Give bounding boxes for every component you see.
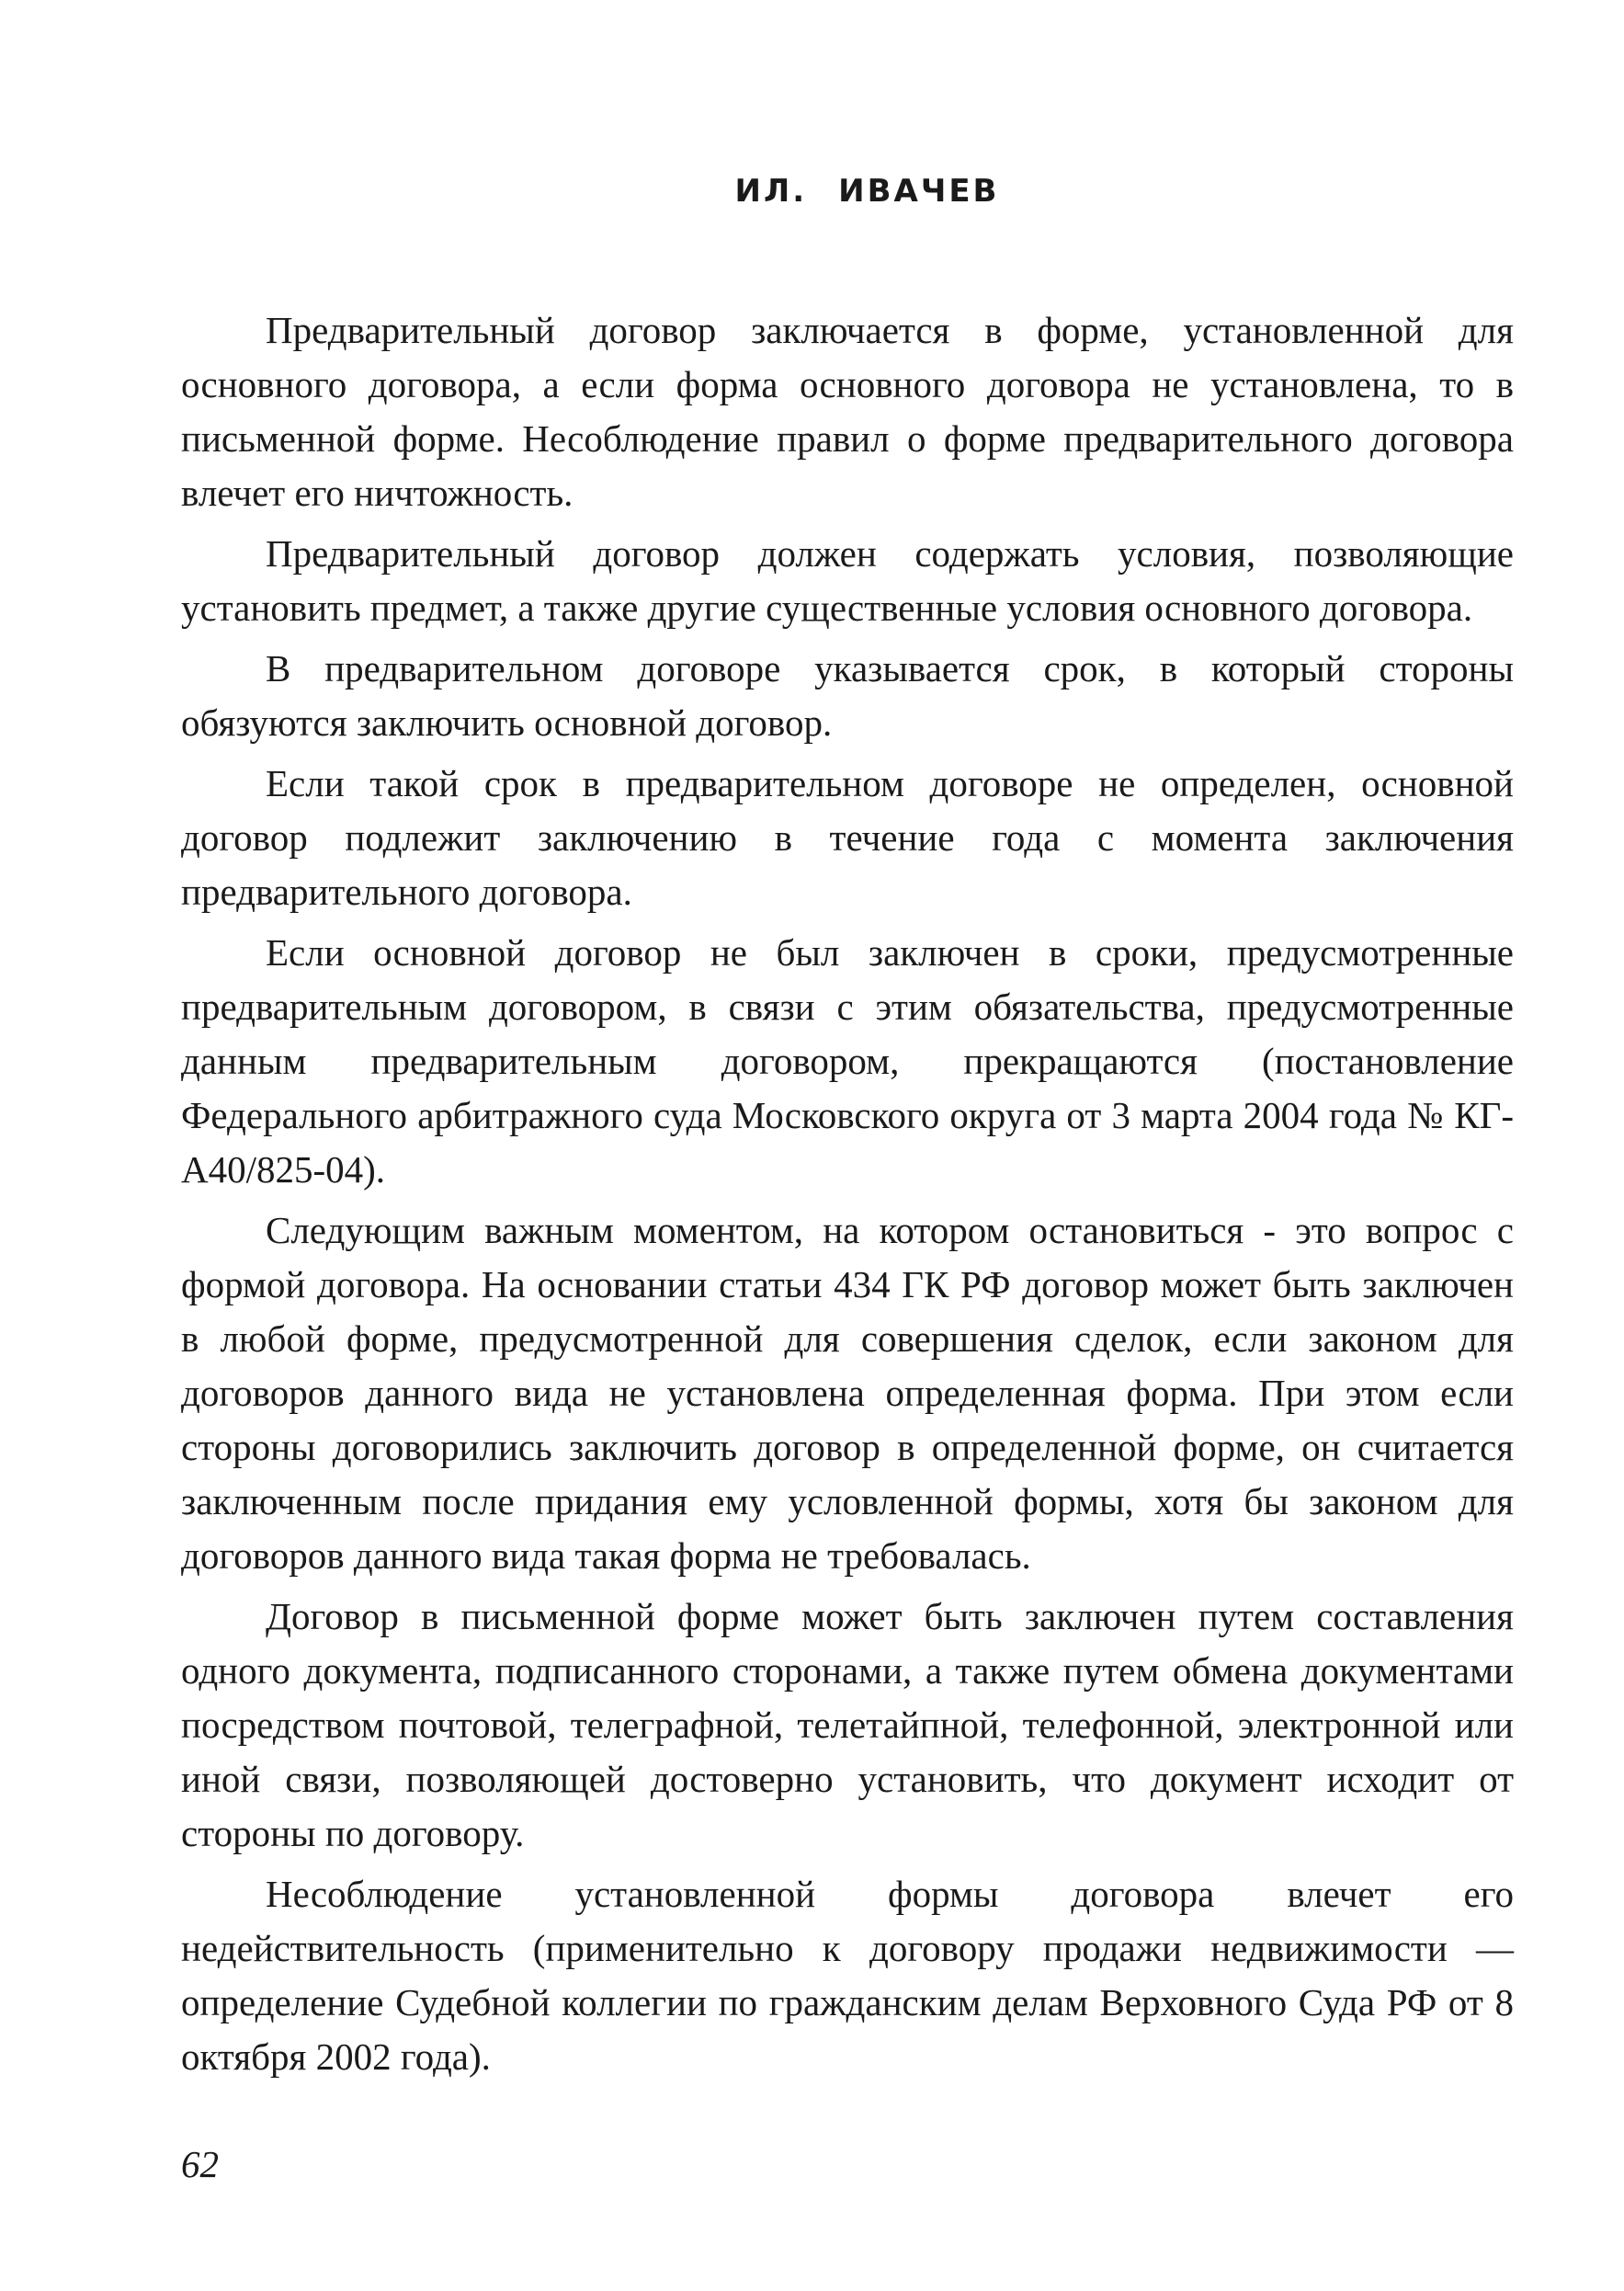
author-initials: ИЛ. xyxy=(734,173,808,210)
paragraph: Несоблюдение установленной формы договора влечет его недействительность (применительно к договору продажи недвижимости — определение Судебной коллегии по гражданским делам Верховного Суда РФ от 8 октября 2002 года). xyxy=(181,1873,1514,2078)
paragraph: Если такой срок в предварительном договоре не определен, основной договор подлежит заключению в течение года с момента заключения предварительного договора. xyxy=(181,762,1514,913)
running-header xyxy=(55,173,1624,210)
paragraph: Договор в письменной форме может быть заключен путем составления одного документа, подписанного сторонами, а также путем обмена документами посредством почтовой, телеграфной, телетайпной, телефонной, электронной или иной связи, позволяющей достоверно установить, что документ исходит от стороны по договору. xyxy=(181,1595,1514,1854)
main-text xyxy=(181,303,1514,2091)
paragraph: Предварительный договор должен содержать условия, позволяющие установить предмет, а также другие существенные условия основного договора. xyxy=(181,532,1514,629)
paragraph: Если основной договор не был заключен в сроки, предусмотренные предварительным договором, в связи с этим обязательства, предусмотренные данным предварительным договором, прекращаются (постановление Федерального арбитражного суда Московского округа от 3 марта 2004 года № КГ-А40/825-04). xyxy=(181,931,1514,1191)
paragraph: Предварительный договор заключается в форме, установленной для основного договора, а если форма основного договора не установлена, то в письменной форме. Несоблюдение правил о форме предварительного договора влечет его ничтожность. xyxy=(181,309,1514,514)
paragraph: Следующим важным моментом, на котором остановиться - это вопрос с формой договора. На основании статьи 434 ГК РФ договор может быть заключен в любой форме, предусмотренной для совершения сделок, если законом для договоров данного вида не установлена определенная форма. При этом если стороны договорились заключить договор в определенной форме, он считается заключенным после придания ему условленной формы, хотя бы законом для договоров данного вида такая форма не требовалась. xyxy=(181,1209,1514,1577)
author-surname: ИВАЧЕВ xyxy=(838,173,1000,210)
page-number: 62 xyxy=(181,2143,219,2185)
paragraph: В предварительном договоре указывается срок, в который стороны обязуются заключить основной договор. xyxy=(181,647,1514,744)
